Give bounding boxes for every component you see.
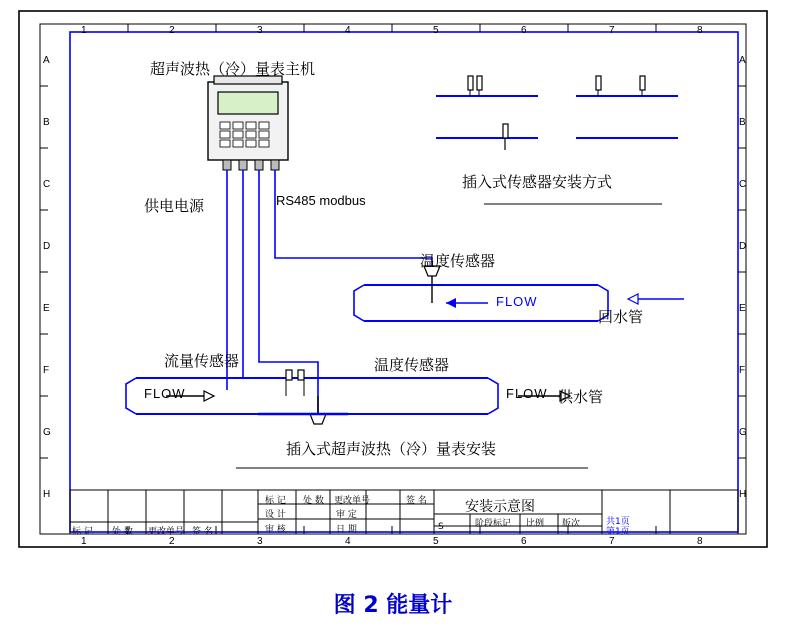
label-supply-pipe: 供水管 (558, 388, 604, 406)
col-tick-top-5: 5 (433, 25, 439, 36)
tb-stage-mark: 阶段标记 (475, 519, 512, 529)
col-tick-top-2: 2 (169, 25, 175, 36)
label-insert-sensor-install: 插入式传感器安装方式 (462, 173, 613, 191)
tb-left-sign: 签 名 (192, 527, 213, 537)
tb-sheet-total: 共1页 (606, 517, 630, 527)
col-tick-bottom-4: 4 (345, 536, 351, 547)
col-tick-bottom-5: 5 (433, 536, 439, 547)
row-tick-right-g: G (739, 427, 747, 438)
insert-mounting-detail (436, 76, 678, 150)
return-pipe (354, 266, 608, 321)
row-tick-right-f: F (739, 365, 746, 376)
col-tick-bottom-8: 8 (697, 536, 703, 547)
label-temp-sensor-upper: 温度传感器 (420, 252, 496, 270)
tb-s-cell: S (438, 522, 444, 532)
row-tick-left-e: E (43, 303, 50, 314)
col-tick-top-6: 6 (521, 25, 527, 36)
return-pipe-arrow (628, 294, 684, 304)
row-tick-left-b: B (43, 117, 50, 128)
tb-left-count: 处 数 (112, 527, 133, 537)
label-flow-lower-left: FLOW (144, 386, 186, 401)
tb-approve-label: 审 定 (336, 510, 357, 520)
label-rs485: RS485 modbus (276, 193, 366, 208)
col-tick-top-7: 7 (609, 25, 615, 36)
label-bottom-note: 插入式超声波热（冷）量表安装 (286, 440, 497, 458)
label-flow-lower-right: FLOW (506, 386, 548, 401)
sheet-frame (18, 10, 768, 548)
row-tick-left-h: H (43, 489, 51, 500)
tb-scale: 比例 (526, 519, 545, 529)
label-flow-upper: FLOW (496, 294, 538, 309)
col-tick-top-3: 3 (257, 25, 263, 36)
row-tick-right-b: B (739, 117, 746, 128)
col-tick-top-8: 8 (697, 25, 703, 36)
row-tick-right-h: H (739, 489, 747, 500)
row-tick-left-g: G (43, 427, 51, 438)
drawing-sheet (18, 10, 768, 548)
row-tick-right-e: E (739, 303, 746, 314)
col-tick-top-1: 1 (81, 25, 87, 36)
tb-sheet-index: 第1页 (606, 527, 630, 537)
tb-count-label: 处 数 (303, 496, 324, 506)
label-main-unit: 超声波热（冷）量表主机 (150, 60, 316, 78)
col-tick-bottom-7: 7 (609, 536, 615, 547)
tb-mark-label: 标 记 (265, 496, 286, 506)
label-temp-sensor-lower: 温度传感器 (374, 356, 450, 374)
controller-unit (208, 76, 288, 170)
label-flow-sensor: 流量传感器 (164, 352, 240, 370)
tb-date-label: 日 期 (336, 525, 357, 535)
tb-check-label: 审 核 (265, 525, 286, 535)
row-tick-left-f: F (43, 365, 50, 376)
col-tick-bottom-1: 1 (81, 536, 87, 547)
row-tick-right-a: A (739, 55, 746, 66)
col-tick-top-4: 4 (345, 25, 351, 36)
tb-drawing-title: 安装示意图 (465, 499, 535, 515)
col-tick-bottom-2: 2 (169, 536, 175, 547)
row-tick-left-d: D (43, 241, 51, 252)
col-tick-bottom-6: 6 (521, 536, 527, 547)
row-tick-left-c: C (43, 179, 51, 190)
tb-version: 版次 (562, 519, 581, 529)
row-tick-right-c: C (739, 179, 747, 190)
tb-left-mark: 标 记 (72, 527, 93, 537)
tb-changeno-label: 更改单号 (334, 496, 371, 506)
col-tick-bottom-3: 3 (257, 536, 263, 547)
row-tick-left-a: A (43, 55, 50, 66)
tb-sign-label: 签 名 (406, 496, 427, 506)
tb-left-changeno: 更改单号 (148, 527, 185, 537)
row-tick-right-d: D (739, 241, 747, 252)
supply-pipe (126, 370, 570, 424)
tb-design-label: 设 计 (265, 510, 286, 520)
figure-caption: 图 2 能量计 (333, 593, 453, 618)
label-return-pipe: 回水管 (598, 308, 644, 326)
label-power-supply: 供电电源 (144, 197, 205, 215)
